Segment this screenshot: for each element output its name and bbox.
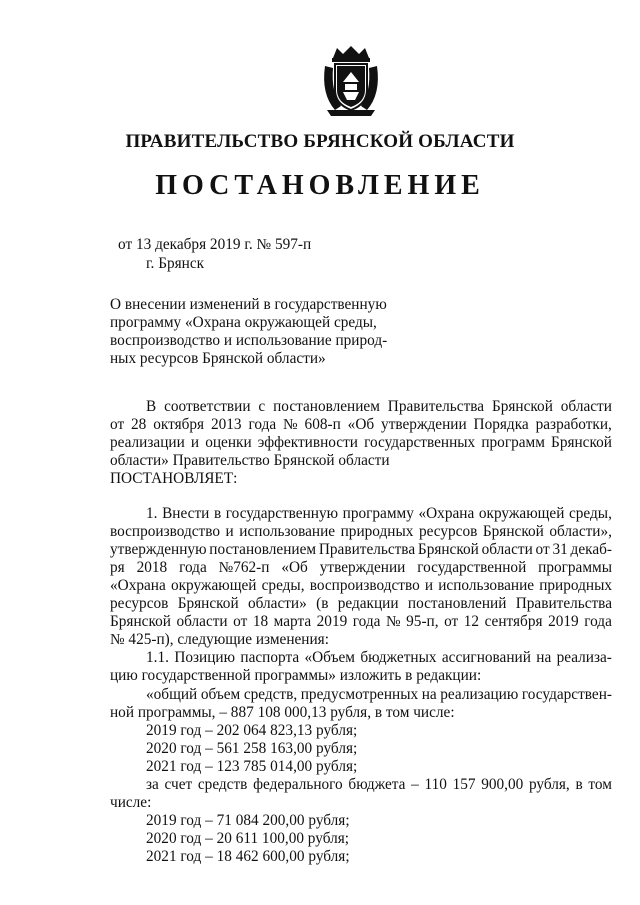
city: г. Брянск [146,255,205,272]
federal-year-line: 2021 год – 18 462 600,00 рубля; [146,848,350,865]
total-year-line: 2021 год – 123 785 014,00 рубля; [146,758,358,775]
item1-line: ресурсов Брянской области» (в редакции постановлений Правительства [110,595,612,612]
item1-line: воспроизводство и использование природных ресурсов Брянской области», [110,523,612,540]
preamble-line: от 28 октября 2013 года № 608-п «Об утверждении Порядка разработки, [110,416,612,433]
item1-line: Брянской области от 18 марта 2019 года № 95-п, от 12 сентября 2019 года [110,613,612,630]
title-line: воспроизводство и использование природ- [110,332,388,349]
coat-of-arms-emblem [319,44,383,120]
title-line: ных ресурсов Брянской области» [110,350,326,367]
item1-line: ря 2018 года №762-п «Об утверждении государственной программы [110,559,612,576]
federal-year-line: 2019 год – 71 084 200,00 рубля; [146,812,350,829]
total-year-line: 2020 год – 561 258 163,00 рубля; [146,740,358,757]
item1-line: 1. Внести в государственную программу «Охрана окружающей среды, [146,505,612,522]
date-number: от 13 декабря 2019 г. № 597-п [118,236,312,253]
item11-line: 1.1. Позицию паспорта «Объем бюджетных ассигнований на реализа- [146,649,612,666]
preamble-line: реализации и оценки эффективности государственных программ Брянской [110,434,612,451]
total-line: «общий объем средств, предусмотренных на реализацию государствен- [146,686,612,703]
title-line: программу «Охрана окружающей среды, [110,314,377,331]
federal-year-line: 2020 год – 20 611 100,00 рубля; [146,830,350,847]
resolves-word: ПОСТАНОВЛЯЕТ: [110,470,238,487]
item1-line: утвержденную постановлением Правительства Брянской области от 31 декаб- [110,541,612,558]
federal-line: числе: [110,794,152,811]
title-line: О внесении изменений в государственную [110,296,387,313]
preamble-line: В соответствии с постановлением Правительства Брянской области [146,398,612,415]
item1-line: «Охрана окружающей среды, воспроизводство и использование природных [110,577,612,594]
item11-line: цию государственной программы» изложить в редакции: [110,667,482,684]
organization-name: ПРАВИТЕЛЬСТВО БРЯНСКОЙ ОБЛАСТИ [125,131,515,152]
item1-line: № 425-п), следующие изменения: [110,631,329,648]
federal-line: за счет средств федерального бюджета – 110 157 900,00 рубля, в том [146,776,612,793]
document-type: ПОСТАНОВЛЕНИЕ [155,170,485,201]
total-line: ной программы, – 887 108 000,13 рубля, в том числе: [110,704,455,721]
total-year-line: 2019 год – 202 064 823,13 рубля; [146,722,358,739]
preamble-line: области» Правительство Брянской области [110,452,390,469]
